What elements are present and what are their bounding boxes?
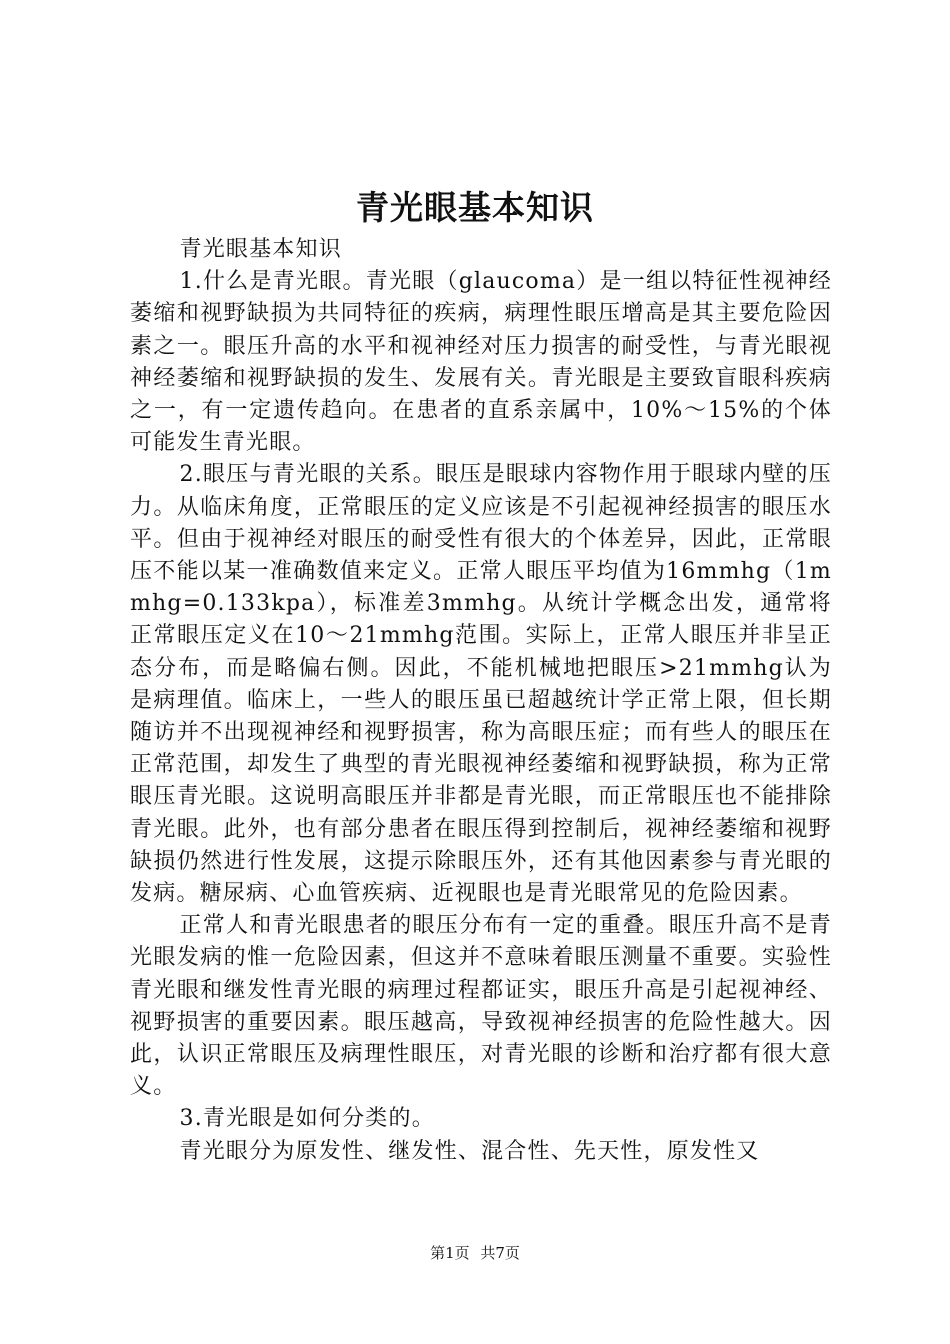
- page-footer: [0, 1243, 950, 1263]
- paragraph-classification-heading: 3.青光眼是如何分类的。: [179, 1106, 435, 1132]
- document-title: 青光眼基本知识: [356, 188, 594, 227]
- paragraph-iop-relationship: 2.眼压与青光眼的关系。眼压是眼球内容物作用于眼球内壁的压力。从临床角度，正常眼压的定义应该是不引起视神经损害的眼压水平。但由于视神经对眼压的耐受性有很大的个体差异，因此，正常眼压不能以某一准确数值来定义。正常人眼压平均值为16mmhg（1mmhg=0.133kpa），标准差3mmhg。从统计学概念出发，通常将正常眼压定义在10～21mmhg范围。实际上，正常人眼压并非呈正态分布，而是略偏右侧。因此，不能机械地把眼压>21mmhg认为是病理值。临床上，一些人的眼压虽已超越统计学正常上限，但长期随访并不出现视神经和视野损害，称为高眼压症；而有些人的眼压在正常范围，却发生了典型的青光眼视神经萎缩和视野缺损，称为正常眼压青光眼。这说明高眼压并非都是青光眼，而正常眼压也不能排除青光眼。此外，也有部分患者在眼压得到控制后，视神经萎缩和视野缺损仍然进行性发展，这提示除眼压外，还有其他因素参与青光眼的发病。糖尿病、心血管疾病、近视眼也是青光眼常见的危险因素。: [130, 462, 832, 907]
- paragraph-subtitle: 青光眼基本知识: [179, 237, 342, 262]
- paragraph-what-is-glaucoma: 1.什么是青光眼。青光眼（glaucoma）是一组以特征性视神经萎缩和视野缺损为共同特征的疾病，病理性眼压增高是其主要危险因素之一。眼压升高的水平和视神经对压力损害的耐受性，与青光眼视神经萎缩和视野缺损的发生、发展有关。青光眼是主要致盲眼科疾病之一，有一定遗传趋向。在患者的直系亲属中，10%～15%的个体可能发生青光眼。: [130, 269, 832, 456]
- paragraph-classification: 青光眼分为原发性、继发性、混合性、先天性，原发性又: [179, 1138, 760, 1164]
- document-body: [130, 234, 832, 1168]
- page-number: 第1页: [430, 1244, 470, 1262]
- paragraph-iop-distribution: 正常人和青光眼患者的眼压分布有一定的重叠。眼压升高不是青光眼发病的惟一危险因素，但这并不意味着眼压测量不重要。实验性青光眼和继发性青光眼的病理过程都证实，眼压升高是引起视神经、视野损害的重要因素。眼压越高，导致视神经损害的危险性越大。因此，认识正常眼压及病理性眼压，对青光眼的诊断和治疗都有很大意义。: [130, 913, 832, 1100]
- page-total: 共7页: [480, 1244, 520, 1262]
